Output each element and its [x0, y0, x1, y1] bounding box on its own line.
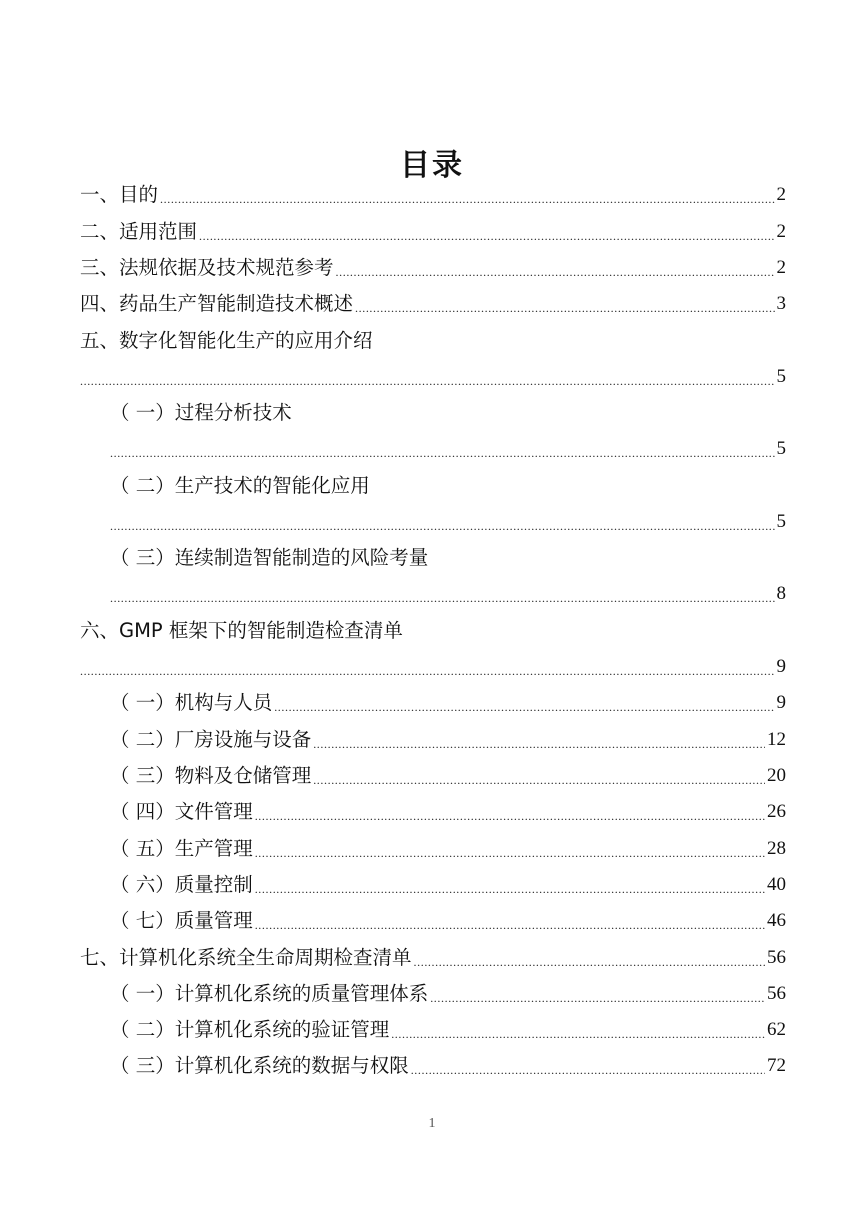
- toc-entry-label: （ 三）连续制造智能制造的风险考量: [110, 546, 429, 569]
- toc-entry-page: 5: [776, 438, 786, 459]
- toc-entry[interactable]: [110, 690, 786, 716]
- toc-entry-heading[interactable]: [110, 545, 786, 571]
- toc-entry-leader-line[interactable]: [80, 364, 786, 390]
- toc-entry[interactable]: [110, 836, 786, 862]
- toc-title: 目录: [400, 148, 464, 183]
- toc-entry-page: 46: [767, 910, 786, 931]
- toc-entry-label: 六、GMP 框架下的智能制造检查清单: [80, 619, 403, 642]
- dot-leader: [274, 695, 774, 713]
- toc-entry-page: 3: [776, 293, 786, 314]
- toc-entry-heading[interactable]: [110, 473, 786, 499]
- toc-entry-label: （ 三）物料及仓储管理: [110, 764, 312, 787]
- dot-leader: [391, 1022, 765, 1040]
- toc-entry-label: （ 一）过程分析技术: [110, 401, 292, 424]
- toc-entry-label: （ 一）计算机化系统的质量管理体系: [110, 982, 429, 1005]
- toc-entry-page: 20: [767, 765, 786, 786]
- toc-entry-page: 9: [776, 656, 786, 677]
- page-number: 1: [428, 1116, 436, 1131]
- toc-entry-page: 9: [776, 692, 786, 713]
- toc-entry-page: 56: [767, 983, 786, 1004]
- toc-entry-heading[interactable]: [110, 400, 786, 426]
- toc-entry[interactable]: [110, 1017, 786, 1043]
- toc-entry-label: 五、数字化智能化生产的应用介绍: [80, 329, 373, 352]
- toc-entry[interactable]: [80, 182, 786, 208]
- dot-leader: [160, 187, 774, 205]
- toc-entry[interactable]: [110, 981, 786, 1007]
- toc-entry-label: 三、法规依据及技术规范参考: [80, 256, 334, 279]
- toc-entry-page: 40: [767, 874, 786, 895]
- toc-entry-leader-line[interactable]: [110, 581, 786, 607]
- dot-leader: [430, 986, 765, 1004]
- toc-entry[interactable]: [110, 908, 786, 934]
- toc-entry[interactable]: [110, 763, 786, 789]
- toc-entry[interactable]: [80, 945, 786, 971]
- dot-leader: [110, 441, 775, 459]
- toc-entry-label: （ 七）质量管理: [110, 909, 253, 932]
- toc-entry-leader-line[interactable]: [110, 509, 786, 535]
- dot-leader: [80, 369, 775, 387]
- toc-entry-page: 5: [776, 511, 786, 532]
- toc-entry-label: 一、目的: [80, 183, 159, 206]
- dot-leader: [255, 913, 765, 931]
- toc-entry-heading[interactable]: [80, 328, 786, 354]
- dot-leader: [313, 768, 765, 786]
- toc-entry-page: 12: [767, 729, 786, 750]
- toc-entry-label: （ 五）生产管理: [110, 837, 253, 860]
- toc-entry-label: （ 二）生产技术的智能化应用: [110, 474, 370, 497]
- dot-leader: [110, 514, 775, 532]
- dot-leader: [199, 224, 774, 242]
- toc-entry-page: 62: [767, 1019, 786, 1040]
- toc-entry-leader-line[interactable]: [80, 654, 786, 680]
- toc-entry[interactable]: [110, 872, 786, 898]
- dot-leader: [411, 1058, 765, 1076]
- dot-leader: [255, 877, 765, 895]
- toc-entry-page: 5: [776, 366, 786, 387]
- toc-entry-label: （ 二）厂房设施与设备: [110, 728, 312, 751]
- toc-entry-label: 七、计算机化系统全生命周期检查清单: [80, 946, 412, 969]
- toc-entry-page: 26: [767, 801, 786, 822]
- toc-entry-page: 2: [776, 257, 786, 278]
- toc-entry-page: 2: [776, 221, 786, 242]
- dot-leader: [110, 586, 775, 604]
- dot-leader: [336, 260, 775, 278]
- toc-entry-label: 二、适用范围: [80, 220, 198, 243]
- toc-entry-label: （ 六）质量控制: [110, 873, 253, 896]
- toc-entry[interactable]: [110, 1053, 786, 1079]
- toc-entry-label: （ 一）机构与人员: [110, 691, 273, 714]
- dot-leader: [255, 841, 765, 859]
- dot-leader: [414, 950, 765, 968]
- dot-leader: [313, 732, 765, 750]
- toc-entry-page: 2: [776, 184, 786, 205]
- toc-entry[interactable]: [110, 727, 786, 753]
- toc-entry-page: 56: [767, 947, 786, 968]
- toc-entry-label: （ 三）计算机化系统的数据与权限: [110, 1054, 409, 1077]
- toc-entry-label: 四、药品生产智能制造技术概述: [80, 292, 354, 315]
- dot-leader: [80, 659, 775, 677]
- toc-entry-leader-line[interactable]: [110, 436, 786, 462]
- toc-entry[interactable]: [80, 255, 786, 281]
- toc-entry[interactable]: [80, 219, 786, 245]
- toc-entry-page: 28: [767, 838, 786, 859]
- toc-entry-page: 8: [776, 583, 786, 604]
- toc-entry-page: 72: [767, 1055, 786, 1076]
- toc-entry-label: （ 四）文件管理: [110, 800, 253, 823]
- toc-entry[interactable]: [110, 799, 786, 825]
- toc-entry-heading[interactable]: [80, 618, 786, 644]
- dot-leader: [355, 296, 774, 314]
- toc-entry[interactable]: [80, 291, 786, 317]
- dot-leader: [255, 804, 765, 822]
- toc-entry-label: （ 二）计算机化系统的验证管理: [110, 1018, 390, 1041]
